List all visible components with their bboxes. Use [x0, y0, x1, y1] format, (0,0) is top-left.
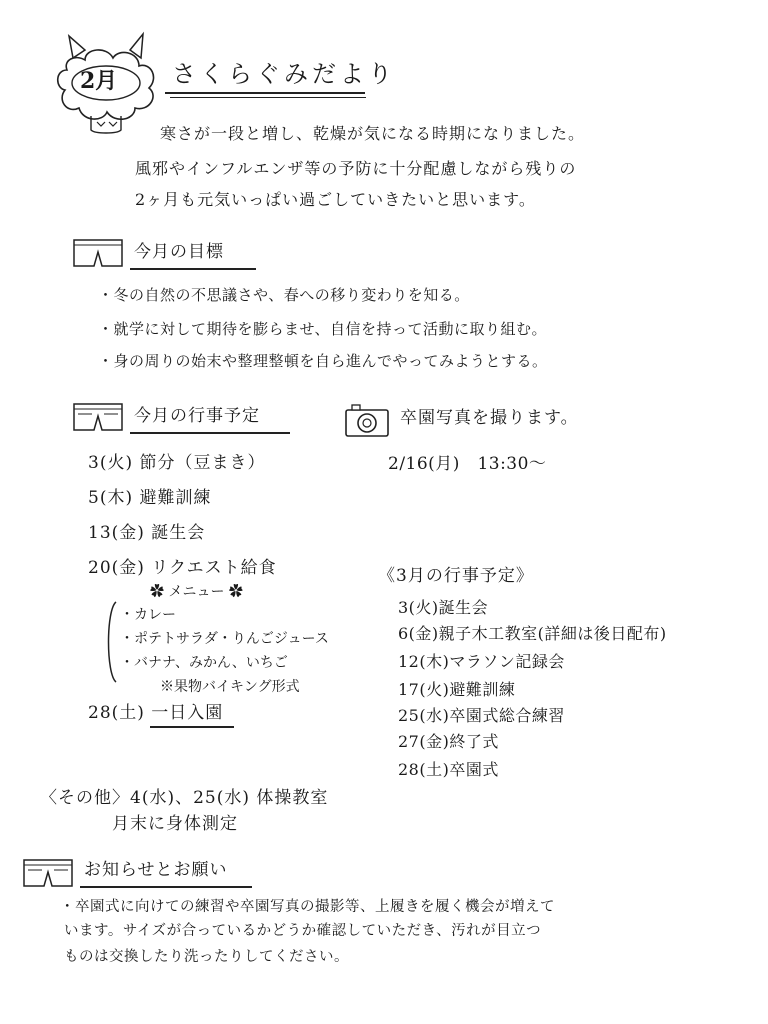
notice-line: ・卒園式に向けての練習や卒園写真の撮影等、上履きを履く機会が増えて	[60, 899, 555, 915]
menu-item: ・バナナ、みかん、いちご	[120, 655, 288, 671]
march-item: 28(土)卒園式	[398, 760, 499, 779]
march-heading: 《3月の行事予定》	[378, 566, 534, 586]
title-underline-2	[170, 97, 366, 98]
events-underline	[130, 432, 290, 434]
shorts-icon	[72, 402, 124, 432]
march-item: 3(火)誕生会	[398, 598, 489, 617]
march-item: 25(水)卒園式総合練習	[398, 706, 565, 725]
other-line-2: 月末に身体測定	[112, 814, 238, 834]
menu-note: ※果物バイキング形式	[160, 679, 300, 695]
goals-heading: 今月の目標	[134, 242, 224, 262]
march-item: 17(火)避難訓練	[398, 680, 516, 699]
other-line-1: 〈その他〉4(水)、25(水) 体操教室	[40, 788, 329, 808]
photo-datetime: 2/16(月) 13:30〜	[388, 454, 547, 474]
event-item: 28(土) 一日入園	[88, 703, 224, 723]
title-underline	[165, 92, 365, 94]
goals-underline	[130, 268, 256, 270]
menu-title: ✿ メニュー ✿	[150, 584, 243, 600]
month-label: 2月	[80, 68, 118, 94]
menu-bracket	[104, 600, 118, 684]
events-heading: 今月の行事予定	[134, 406, 260, 426]
open-day-underline	[150, 726, 234, 728]
intro-line-2: 風邪やインフルエンザ等の予防に十分配慮しながら残りの	[135, 159, 577, 178]
camera-icon	[344, 402, 390, 438]
notice-line: います。サイズが合っているかどうか確認していただき、汚れが目立つ	[64, 923, 542, 939]
event-item: 3(火) 節分（豆まき）	[88, 453, 266, 473]
notice-heading: お知らせとお願い	[84, 860, 228, 880]
menu-item: ・ポテトサラダ・りんごジュース	[120, 631, 329, 647]
photo-heading: 卒園写真を撮ります。	[400, 408, 579, 428]
event-item: 13(金) 誕生会	[88, 523, 206, 543]
event-item: 20(金) リクエスト給食	[88, 558, 277, 578]
intro-line-1: 寒さが一段と増し、乾燥が気になる時期になりました。	[160, 124, 586, 143]
event-item: 5(木) 避難訓練	[88, 488, 212, 508]
shorts-icon	[22, 858, 74, 888]
march-item: 6(金)親子木工教室(詳細は後日配布)	[398, 624, 667, 643]
page-title: さくらぐみだより	[172, 60, 396, 88]
march-item: 27(金)終了式	[398, 732, 499, 751]
shorts-icon	[72, 238, 124, 268]
notice-line: ものは交換したり洗ったりしてください。	[64, 949, 349, 965]
intro-line-3: 2ヶ月も元気いっぱい過ごしていきたいと思います。	[135, 190, 536, 209]
notice-underline	[80, 886, 252, 888]
march-item: 12(木)マラソン記録会	[398, 652, 565, 671]
goal-item: ・就学に対して期待を膨らませ、自信を持って活動に取り組む。	[98, 320, 548, 338]
goal-item: ・冬の自然の不思議さや、春への移り変わりを知る。	[98, 286, 470, 304]
goal-item: ・身の周りの始末や整理整頓を自ら進んでやってみようとする。	[98, 352, 548, 370]
menu-item: ・カレー	[120, 607, 176, 623]
